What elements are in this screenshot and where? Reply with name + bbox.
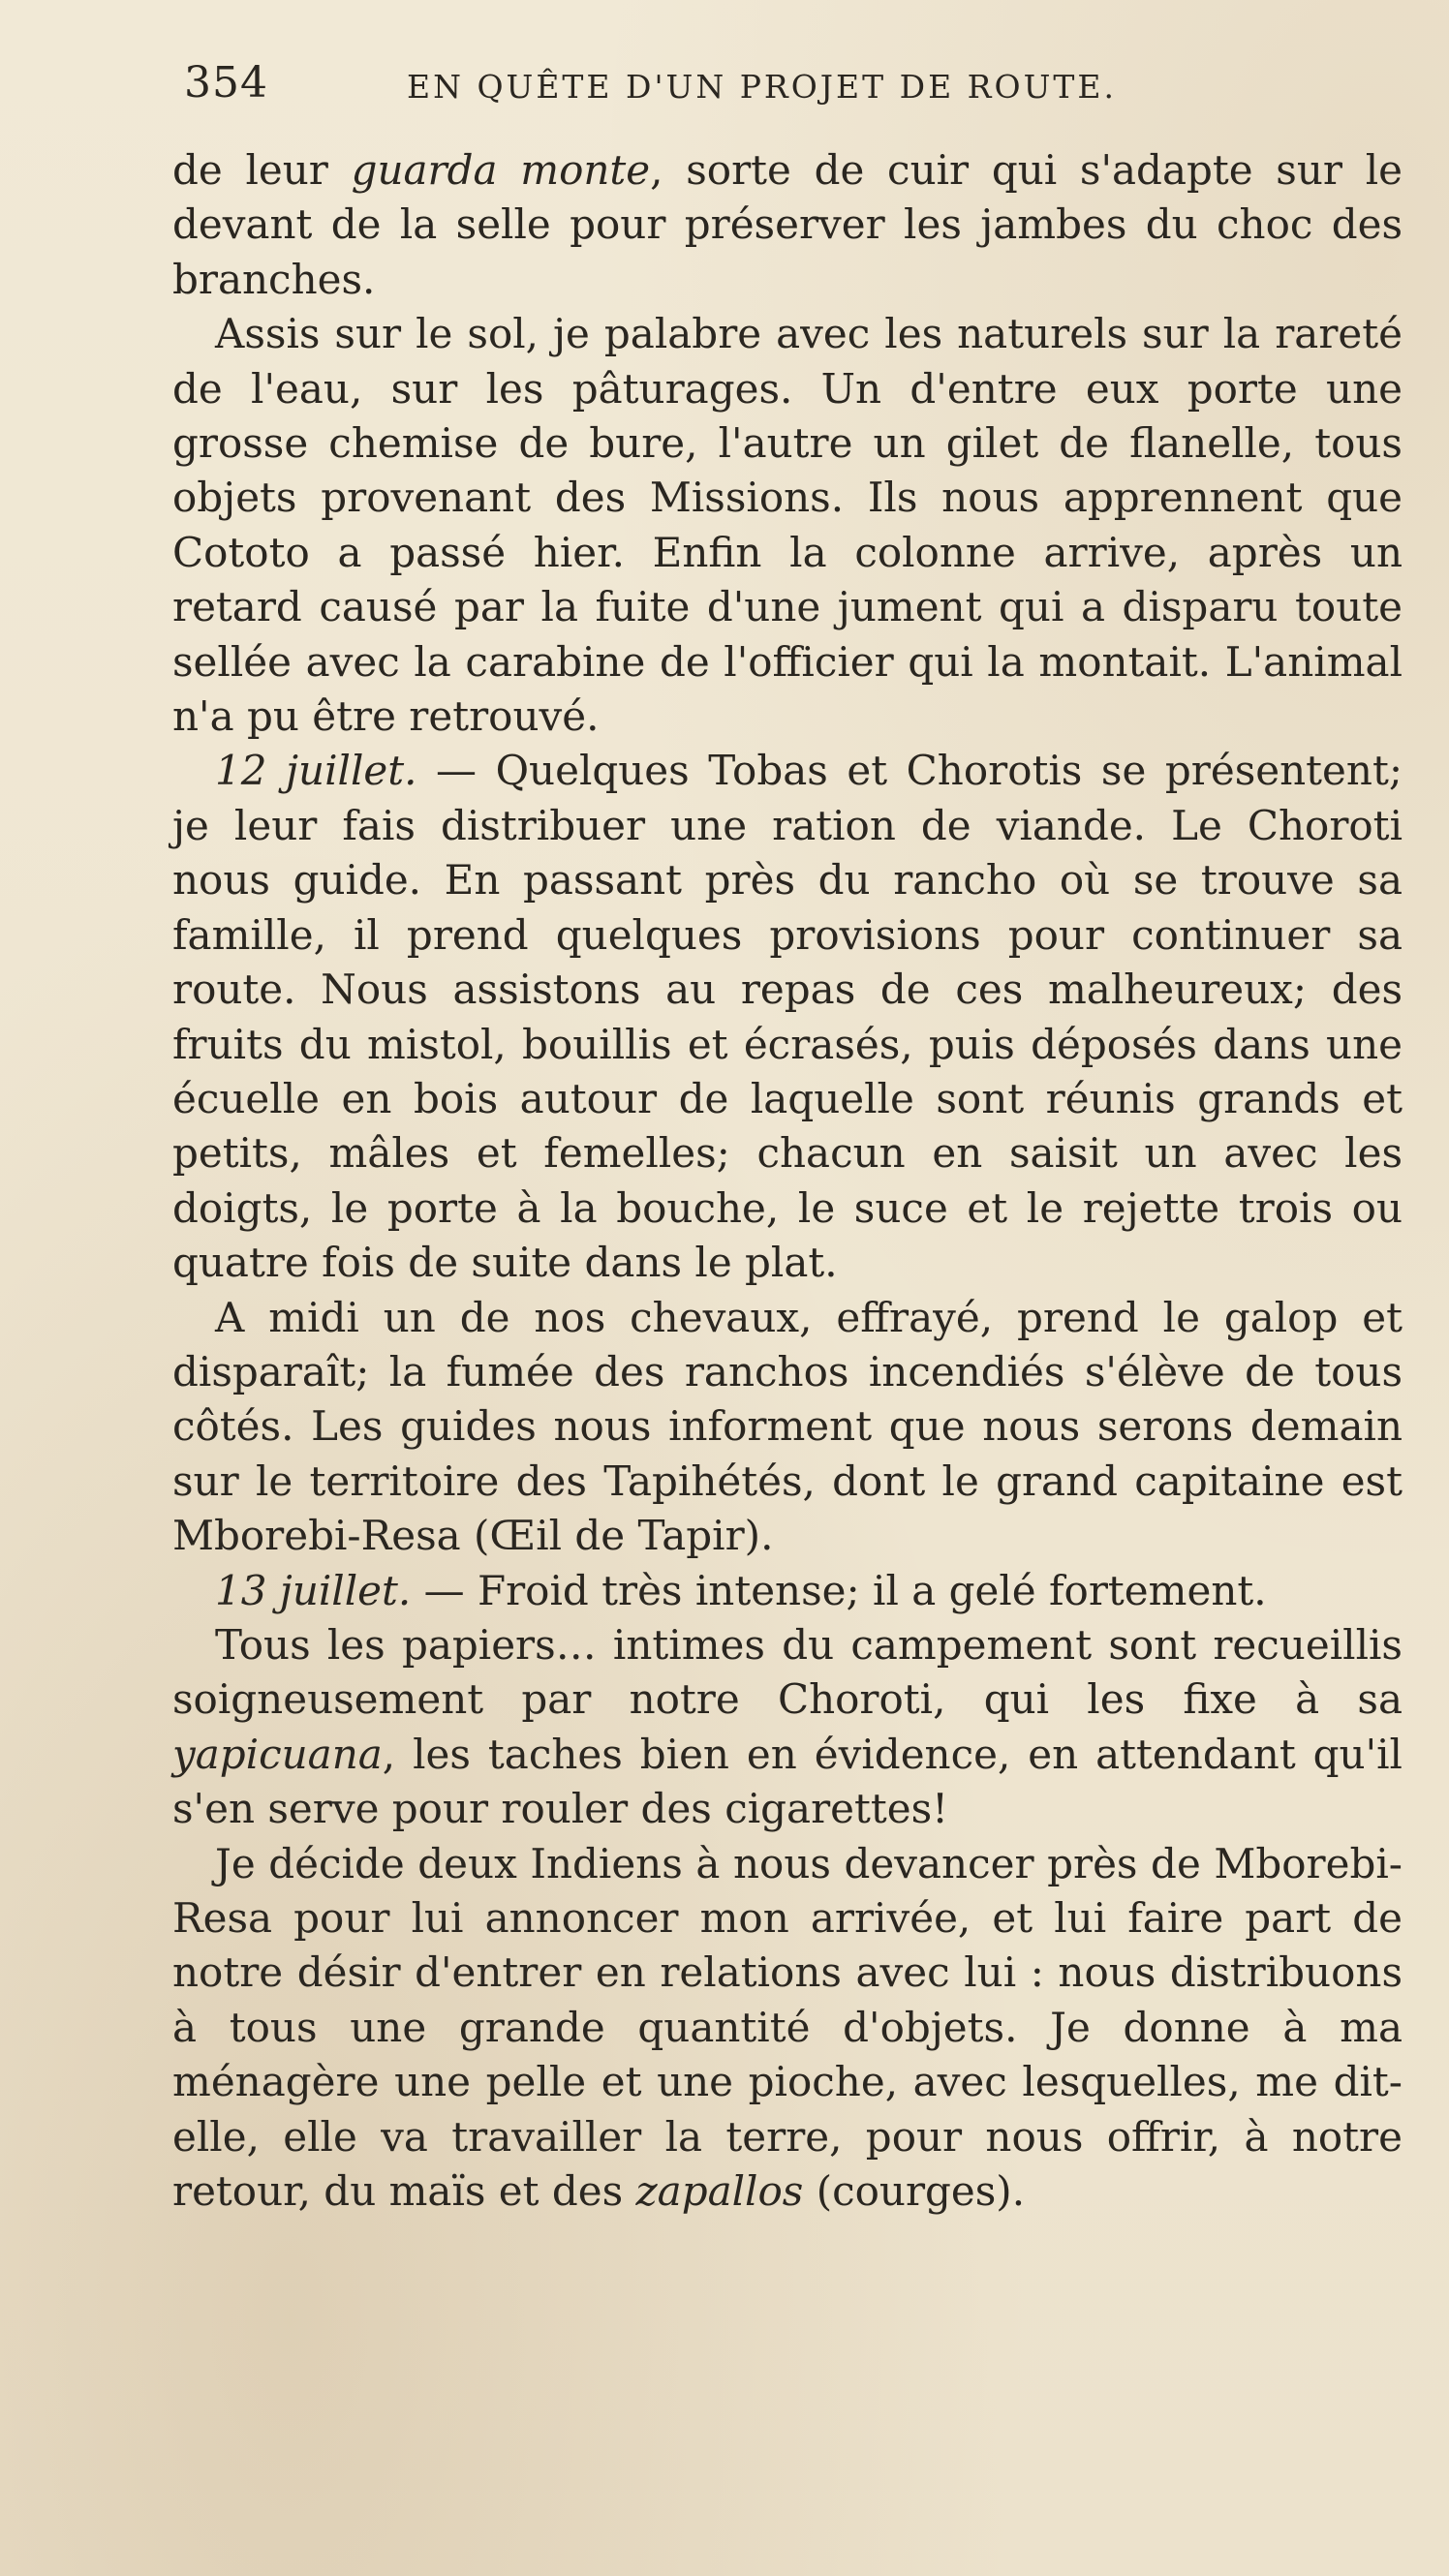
diary-date-12-juillet: 12 juillet. xyxy=(215,747,417,795)
italic-term-zapallos: zapallos xyxy=(635,2167,804,2216)
paragraph-5 xyxy=(172,1564,1403,1618)
page-header xyxy=(184,54,1279,122)
paragraph-text: , les taches bien en évidence, en attendant qu'il s'en serve pour rouler des cigarettes! xyxy=(172,1730,1403,1833)
paragraph-text: de leur xyxy=(172,146,352,194)
paragraph-text: Tous les papiers… intimes du campement sont recueillis soigneusement par notre Choroti, qui les fixe à sa xyxy=(172,1620,1403,1724)
paragraph-text: (courges). xyxy=(803,2167,1026,2216)
body-text xyxy=(172,143,1403,2219)
paragraph-1 xyxy=(172,143,1403,307)
paragraph-text: Assis sur le sol, je palabre avec les naturels sur la rareté de l'eau, sur les pâturages. Un d'entre eux porte une grosse chemise de bure, l'autre un gilet de flanelle, tous objets provenant des Missions. Ils nous apprennent que Cototo a passé hier. Enfin la colonne arrive, après un retard causé par la fuite d'une jument qui a disparu toute sellée avec la carabine de l'officier qui la montait. L'animal n'a pu être retrouvé. xyxy=(172,310,1403,741)
italic-term-yapicuana: yapicuana xyxy=(172,1730,383,1778)
paragraph-6 xyxy=(172,1618,1403,1837)
paragraph-7 xyxy=(172,1837,1403,2220)
paragraph-text: — Quelques Tobas et Chorotis se présentent; je leur fais distribuer une ration de viande. Le Choroti nous guide. En passant près du rancho où se trouve sa famille, il prend quelques provisions pour continuer sa route. Nous assistons au repas de ces malheureux; des fruits du mistol, bouillis et écrasés, puis déposés dans une écuelle en bois autour de laquelle sont réunis grands et petits, mâles et femelles; chacun en saisit un avec les doigts, le porte à la bouche, le suce et le rejette trois ou quatre fois de suite dans le plat. xyxy=(172,747,1403,1287)
diary-date-13-juillet: 13 juillet. xyxy=(215,1566,412,1614)
paragraph-text: A midi un de nos chevaux, effrayé, prend le galop et disparaît; la fumée des ranchos incendiés s'élève de tous côtés. Les guides nous informent que nous serons demain sur le territoire des Tapihétés, dont le grand capitaine est Mborebi-Resa (Œil de Tapir). xyxy=(172,1293,1403,1560)
paragraph-text: , sorte de cuir qui s'adapte sur le devant de la selle pour préserver les jambes du choc des branches. xyxy=(172,146,1403,303)
paragraph-2 xyxy=(172,307,1403,744)
running-title: EN QUÊTE D'UN PROJET DE ROUTE. xyxy=(407,68,1117,106)
italic-term-guarda-monte: guarda monte xyxy=(351,146,651,194)
page-number: 354 xyxy=(184,58,268,107)
paragraph-text: — Froid très intense; il a gelé fortement. xyxy=(411,1566,1267,1614)
paragraph-4 xyxy=(172,1291,1403,1564)
paragraph-3 xyxy=(172,744,1403,1290)
paragraph-text: Je décide deux Indiens à nous devancer près de Mborebi-Resa pour lui annoncer mon arrivée, et lui faire part de notre désir d'entrer en relations avec lui : nous distribuons à tous une grande quantité d'objets. Je donne à ma ménagère une pelle et une pioche, avec lesquelles, me dit-elle, elle va travailler la terre, pour nous offrir, à notre retour, du maïs et des xyxy=(172,1839,1403,2216)
